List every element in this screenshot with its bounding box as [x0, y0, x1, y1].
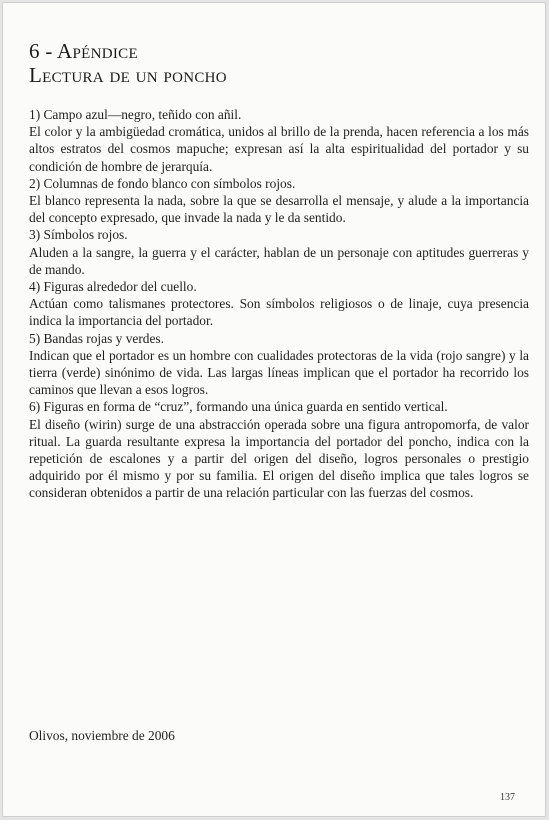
section-1-text: El color y la ambigüedad cromática, unidos al brillo de la prenda, hacen referencia a los más altos estratos del cosmos mapuche; expresan así la alta espiritualidad del portador y su condición de hombre de jerarquía.	[29, 124, 529, 174]
section-3-text: Aluden a la sangre, la guerra y el carácter, hablan de un personaje con aptitudes guerreras y de mando.	[29, 244, 529, 277]
section-2-heading: 2) Columnas de fondo blanco con símbolos rojos.	[29, 175, 296, 191]
section-6-heading: 6) Figuras en forma de “cruz”, formando una única guarda en sentido vertical.	[29, 399, 448, 415]
section-6-text: El diseño (wirin) surge de una abstracción operada sobre una figura antropomorfa, de valor ritual. La guarda resultante expresa la importancia del portador del poncho, indica con la repetición de escalones y a partir del origen del diseño, logros personales o prestigio adquirido por él mismo y por su familia. El origen del diseño implica que tales logros se consideran obtenidos a partir de una relación particular con las fuerzas del cosmos.	[29, 416, 529, 501]
chapter-title: 6 - Apéndice	[29, 39, 138, 63]
chapter-heading	[29, 39, 227, 87]
chapter-subtitle: Lectura de un poncho	[29, 63, 227, 87]
section-4-text: Actúan como talismanes protectores. Son símbolos religiosos o de linaje, cuya presencia indica la importancia del portador.	[29, 296, 529, 329]
section-5-text: Indican que el portador es un hombre con cualidades protectoras de la vida (rojo sangre) y la tierra (verde) sinónimo de vida. Las largas líneas implican que el portador ha recorrido los caminos que llevan a esos logros.	[29, 347, 529, 398]
appendix-body	[29, 106, 529, 502]
section-4-heading: 4) Figuras alrededor del cuello.	[29, 279, 197, 295]
section-2-text: El blanco representa la nada, sobre la que se desarrolla el mensaje, y alude a la importancia del concepto expresado, que invade la nada y le da sentido.	[29, 193, 529, 226]
place-date: Olivos, noviembre de 2006	[29, 728, 175, 743]
section-1-heading: 1) Campo azul—negro, teñido con añil.	[29, 107, 242, 122]
book-page	[2, 2, 546, 817]
section-5-heading: 5) Bandas rojas y verdes.	[29, 330, 164, 346]
page-number: 137	[500, 792, 515, 803]
section-3-heading: 3) Símbolos rojos.	[29, 227, 128, 243]
